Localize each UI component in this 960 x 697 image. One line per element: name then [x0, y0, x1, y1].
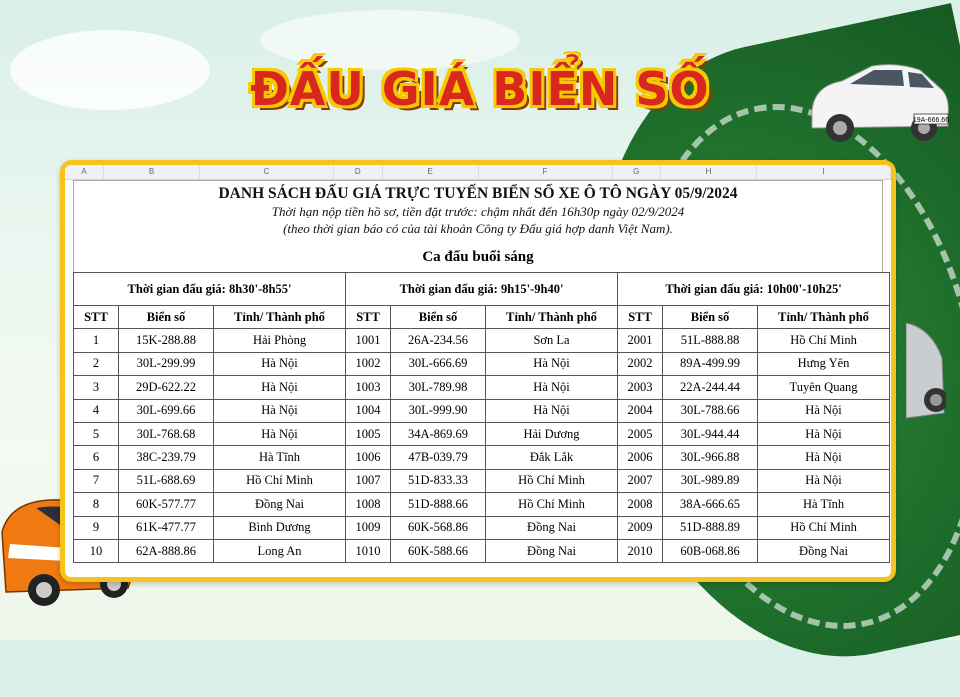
table-row [74, 539, 890, 562]
header-plate[interactable]: Biển số [391, 306, 486, 329]
cell-province[interactable]: Hà Nội [758, 469, 890, 492]
header-province[interactable]: Tỉnh/ Thành phố [758, 306, 890, 329]
column-header[interactable]: G [613, 165, 662, 179]
header-province[interactable]: Tỉnh/ Thành phố [486, 306, 618, 329]
header-stt[interactable]: STT [618, 306, 663, 329]
column-header[interactable]: A [65, 165, 104, 179]
cell-plate[interactable]: 89A-499.99 [663, 352, 758, 375]
table-row [74, 329, 890, 352]
spreadsheet-frame [60, 160, 896, 582]
cell-stt[interactable]: 2007 [618, 469, 663, 492]
cell-province[interactable]: Hà Nội [214, 399, 346, 422]
column-header[interactable]: E [383, 165, 479, 179]
table-body [74, 329, 890, 563]
cell-stt[interactable]: 6 [74, 446, 119, 469]
cell-plate[interactable]: 29D-622.22 [119, 376, 214, 399]
page-title: ĐẤU GIÁ BIỂN SỐ [250, 62, 710, 116]
session-title: Ca đấu buổi sáng [73, 243, 883, 272]
table-row [74, 446, 890, 469]
cell-stt[interactable]: 1004 [346, 399, 391, 422]
column-header[interactable]: D [334, 165, 383, 179]
cell-stt[interactable]: 2 [74, 352, 119, 375]
cell-province[interactable]: Hà Nội [486, 352, 618, 375]
cell-plate[interactable]: 38A-666.65 [663, 493, 758, 516]
table-row [74, 493, 890, 516]
cell-province[interactable]: Hồ Chí Minh [758, 329, 890, 352]
column-header[interactable]: F [479, 165, 613, 179]
cell-plate[interactable]: 26A-234.56 [391, 329, 486, 352]
cell-province[interactable]: Tuyên Quang [758, 376, 890, 399]
table-row [74, 376, 890, 399]
cell-province[interactable]: Hà Tĩnh [758, 493, 890, 516]
cell-province[interactable]: Hà Nội [758, 399, 890, 422]
cell-plate[interactable]: 51L-688.69 [119, 469, 214, 492]
cloud [260, 10, 520, 70]
cell-province[interactable]: Hà Nội [758, 446, 890, 469]
auction-table [73, 272, 890, 563]
cell-stt[interactable]: 2005 [618, 422, 663, 445]
sheet-note: (theo thời gian báo có của tài khoản Công ty Đấu giá hợp danh Việt Nam). [283, 221, 673, 236]
table-row [74, 399, 890, 422]
top-car-plate: 19A-666.66 [912, 117, 950, 124]
cell-plate[interactable]: 30L-989.89 [663, 469, 758, 492]
cell-stt[interactable]: 2009 [618, 516, 663, 539]
sheet-title: DANH SÁCH ĐẤU GIÁ TRỰC TUYẾN BIỂN SỐ XE Ô TÔ NGÀY 05/9/2024 [218, 185, 738, 202]
cell-province[interactable]: Đồng Nai [486, 539, 618, 562]
cell-plate[interactable]: 51L-888.88 [663, 329, 758, 352]
cell-plate[interactable]: 30L-944.44 [663, 422, 758, 445]
cell-province[interactable]: Đồng Nai [486, 516, 618, 539]
cell-stt[interactable]: 1006 [346, 446, 391, 469]
white-suv-icon [802, 56, 952, 148]
column-header-bar [65, 165, 891, 180]
cell-plate[interactable]: 30L-768.68 [119, 422, 214, 445]
cell-plate[interactable]: 38C-239.79 [119, 446, 214, 469]
cell-stt[interactable]: 1009 [346, 516, 391, 539]
cell-stt[interactable]: 1007 [346, 469, 391, 492]
sheet-subtitle: Thời hạn nộp tiền hồ sơ, tiền đặt trước: chậm nhất đến 16h30p ngày 02/9/2024 [271, 204, 685, 219]
cell-stt[interactable]: 5 [74, 422, 119, 445]
cell-province[interactable]: Hồ Chí Minh [214, 469, 346, 492]
cell-stt[interactable]: 2002 [618, 352, 663, 375]
cell-stt[interactable]: 1008 [346, 493, 391, 516]
cell-province[interactable]: Hà Nội [214, 352, 346, 375]
header-province[interactable]: Tỉnh/ Thành phố [214, 306, 346, 329]
cell-plate[interactable]: 51D-888.89 [663, 516, 758, 539]
cell-province[interactable]: Hà Nội [214, 376, 346, 399]
time-slot-3[interactable]: Thời gian đấu giá: 10h00'-10h25' [618, 273, 890, 306]
column-header[interactable]: I [757, 165, 891, 179]
cell-stt[interactable]: 8 [74, 493, 119, 516]
header-plate[interactable]: Biển số [663, 306, 758, 329]
cell-province[interactable]: Hà Nội [758, 422, 890, 445]
cell-stt[interactable]: 2006 [618, 446, 663, 469]
time-slot-1[interactable]: Thời gian đấu giá: 8h30'-8h55' [74, 273, 346, 306]
cell-province[interactable]: Hải Dương [486, 422, 618, 445]
cell-plate[interactable]: 47B-039.79 [391, 446, 486, 469]
header-plate[interactable]: Biển số [119, 306, 214, 329]
cell-province[interactable]: Hà Nội [214, 422, 346, 445]
cell-plate[interactable]: 51D-833.33 [391, 469, 486, 492]
cell-province[interactable]: Hồ Chí Minh [486, 469, 618, 492]
cell-plate[interactable]: 30L-699.66 [119, 399, 214, 422]
cell-province[interactable]: Đắk Lắk [486, 446, 618, 469]
cell-plate[interactable]: 22A-244.44 [663, 376, 758, 399]
cell-stt[interactable]: 1002 [346, 352, 391, 375]
cell-stt[interactable]: 2004 [618, 399, 663, 422]
cell-plate[interactable]: 30L-966.88 [663, 446, 758, 469]
cell-stt[interactable]: 2008 [618, 493, 663, 516]
cell-province[interactable]: Hưng Yên [758, 352, 890, 375]
cell-stt[interactable]: 9 [74, 516, 119, 539]
cell-plate[interactable]: 15K-288.88 [119, 329, 214, 352]
column-header[interactable]: B [104, 165, 200, 179]
cell-stt[interactable]: 10 [74, 539, 119, 562]
cell-province[interactable]: Đồng Nai [758, 539, 890, 562]
cell-plate[interactable]: 60B-068.86 [663, 539, 758, 562]
cell-plate[interactable]: 60K-568.86 [391, 516, 486, 539]
cell-province[interactable]: Đồng Nai [214, 493, 346, 516]
cell-stt[interactable]: 1 [74, 329, 119, 352]
table-row [74, 516, 890, 539]
cell-plate[interactable]: 60K-577.77 [119, 493, 214, 516]
cell-plate[interactable]: 51D-888.66 [391, 493, 486, 516]
time-slot-2[interactable]: Thời gian đấu giá: 9h15'-9h40' [346, 273, 618, 306]
cell-stt[interactable]: 7 [74, 469, 119, 492]
cell-province[interactable]: Hà Nội [486, 376, 618, 399]
cell-stt[interactable]: 4 [74, 399, 119, 422]
cell-province[interactable]: Bình Dương [214, 516, 346, 539]
spreadsheet [65, 165, 891, 577]
cell-plate[interactable]: 30L-788.66 [663, 399, 758, 422]
cell-province[interactable]: Hồ Chí Minh [758, 516, 890, 539]
sheet-banner [73, 180, 883, 243]
cell-stt[interactable]: 1001 [346, 329, 391, 352]
cell-stt[interactable]: 2003 [618, 376, 663, 399]
cell-province[interactable]: Sơn La [486, 329, 618, 352]
cell-province[interactable]: Hải Phòng [214, 329, 346, 352]
cell-plate[interactable]: 30L-299.99 [119, 352, 214, 375]
cell-plate[interactable]: 62A-888.86 [119, 539, 214, 562]
cell-province[interactable]: Hà Tĩnh [214, 446, 346, 469]
table-row [74, 352, 890, 375]
table-row [74, 422, 890, 445]
column-header[interactable]: C [200, 165, 334, 179]
cell-stt[interactable]: 1003 [346, 376, 391, 399]
column-header[interactable]: H [661, 165, 757, 179]
cell-stt[interactable]: 3 [74, 376, 119, 399]
header-stt[interactable]: STT [74, 306, 119, 329]
cell-plate[interactable]: 61K-477.77 [119, 516, 214, 539]
grey-car-icon [906, 318, 946, 428]
header-stt[interactable]: STT [346, 306, 391, 329]
cell-plate[interactable]: 34A-869.69 [391, 422, 486, 445]
cell-stt[interactable]: 2010 [618, 539, 663, 562]
cell-plate[interactable]: 60K-588.66 [391, 539, 486, 562]
cell-plate[interactable]: 30L-999.90 [391, 399, 486, 422]
cell-plate[interactable]: 30L-666.69 [391, 352, 486, 375]
cell-province[interactable]: Hồ Chí Minh [486, 493, 618, 516]
cell-province[interactable]: Long An [214, 539, 346, 562]
cell-province[interactable]: Hà Nội [486, 399, 618, 422]
cell-stt[interactable]: 1005 [346, 422, 391, 445]
table-row [74, 469, 890, 492]
cell-stt[interactable]: 2001 [618, 329, 663, 352]
cell-plate[interactable]: 30L-789.98 [391, 376, 486, 399]
cell-stt[interactable]: 1010 [346, 539, 391, 562]
